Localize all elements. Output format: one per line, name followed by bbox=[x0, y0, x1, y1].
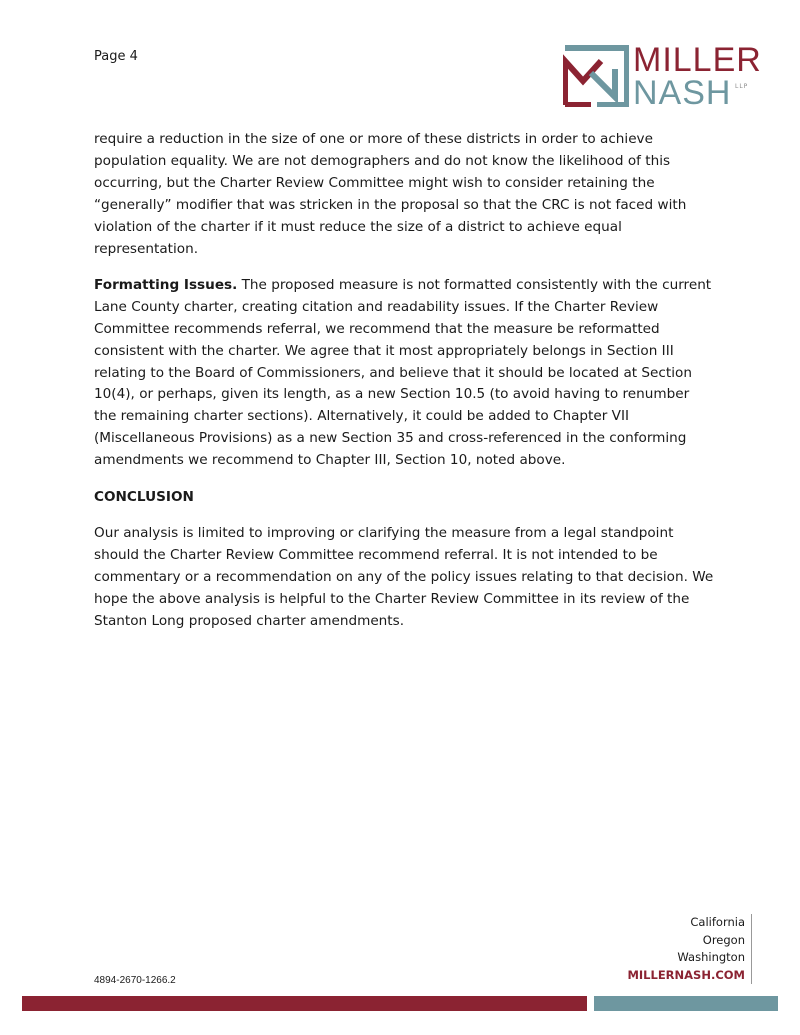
office-california: California bbox=[690, 915, 745, 929]
office-oregon: Oregon bbox=[702, 932, 745, 947]
conclusion-heading: CONCLUSION bbox=[94, 488, 194, 505]
miller-nash-logo bbox=[563, 41, 763, 112]
logo-miller-text: MILLER bbox=[633, 41, 762, 79]
footer-bar-blue bbox=[594, 996, 778, 1011]
office-locations bbox=[627, 914, 752, 984]
page-number: Page 4 bbox=[94, 49, 138, 64]
formatting-issues-text: The proposed measure is not formatted consistently with the current Lane County charter, creating citation and readability issues. If the Charter Review Committee recommends referral, we recommend that the measure be reformatted consistent with the charter. We agree that it most appropriately belongs in Section III relating to the Board of Commissioners, and believe that it should be located at Section 10(4), or perhaps, given its length, as a new Section 10.5 (to avoid having to renumber the remaining charter sections). Alternatively, it could be added to Chapter VII (Miscellaneous Provisions) as a new Section 35 and cross-referenced in the conforming amendments we recommend to Chapter III, Section 10, noted above. bbox=[94, 276, 712, 469]
formatting-issues-lead: Formatting Issues. bbox=[94, 276, 238, 293]
paragraph-conclusion: Our analysis is limited to improving or clarifying the measure from a legal standpoint should the Charter Review Committee recommend referral. It is not intended to be commentary or a recommendation on any of the policy issues relating to that decision. We hope the above analysis is helpful to the Charter Review Committee in its review of the Stanton Long proposed charter amendments. bbox=[94, 525, 714, 629]
document-number: 4894-2670-1266.2 bbox=[94, 975, 176, 986]
footer-bar-red bbox=[22, 996, 587, 1011]
website-link[interactable]: MILLERNASH.COM bbox=[627, 967, 745, 982]
logo-llp-text: LLP bbox=[735, 83, 749, 90]
office-washington: Washington bbox=[677, 950, 745, 964]
paragraph-districts: require a reduction in the size of one or more of these districts in order to achieve population equality. We are not demographers and do not know the likelihood of this occurring, but the Charter Review Committee might wish to consider retaining the “generally” modifier that was stricken in the proposal so that the CRC is not faced with violation of the charter if it must reduce the size of a district to achieve equal representation. bbox=[94, 131, 687, 257]
logo-mark-icon bbox=[563, 45, 629, 107]
letter-body bbox=[94, 129, 714, 647]
logo-nash-text: NASH bbox=[633, 74, 732, 112]
paragraph-formatting bbox=[94, 275, 714, 472]
